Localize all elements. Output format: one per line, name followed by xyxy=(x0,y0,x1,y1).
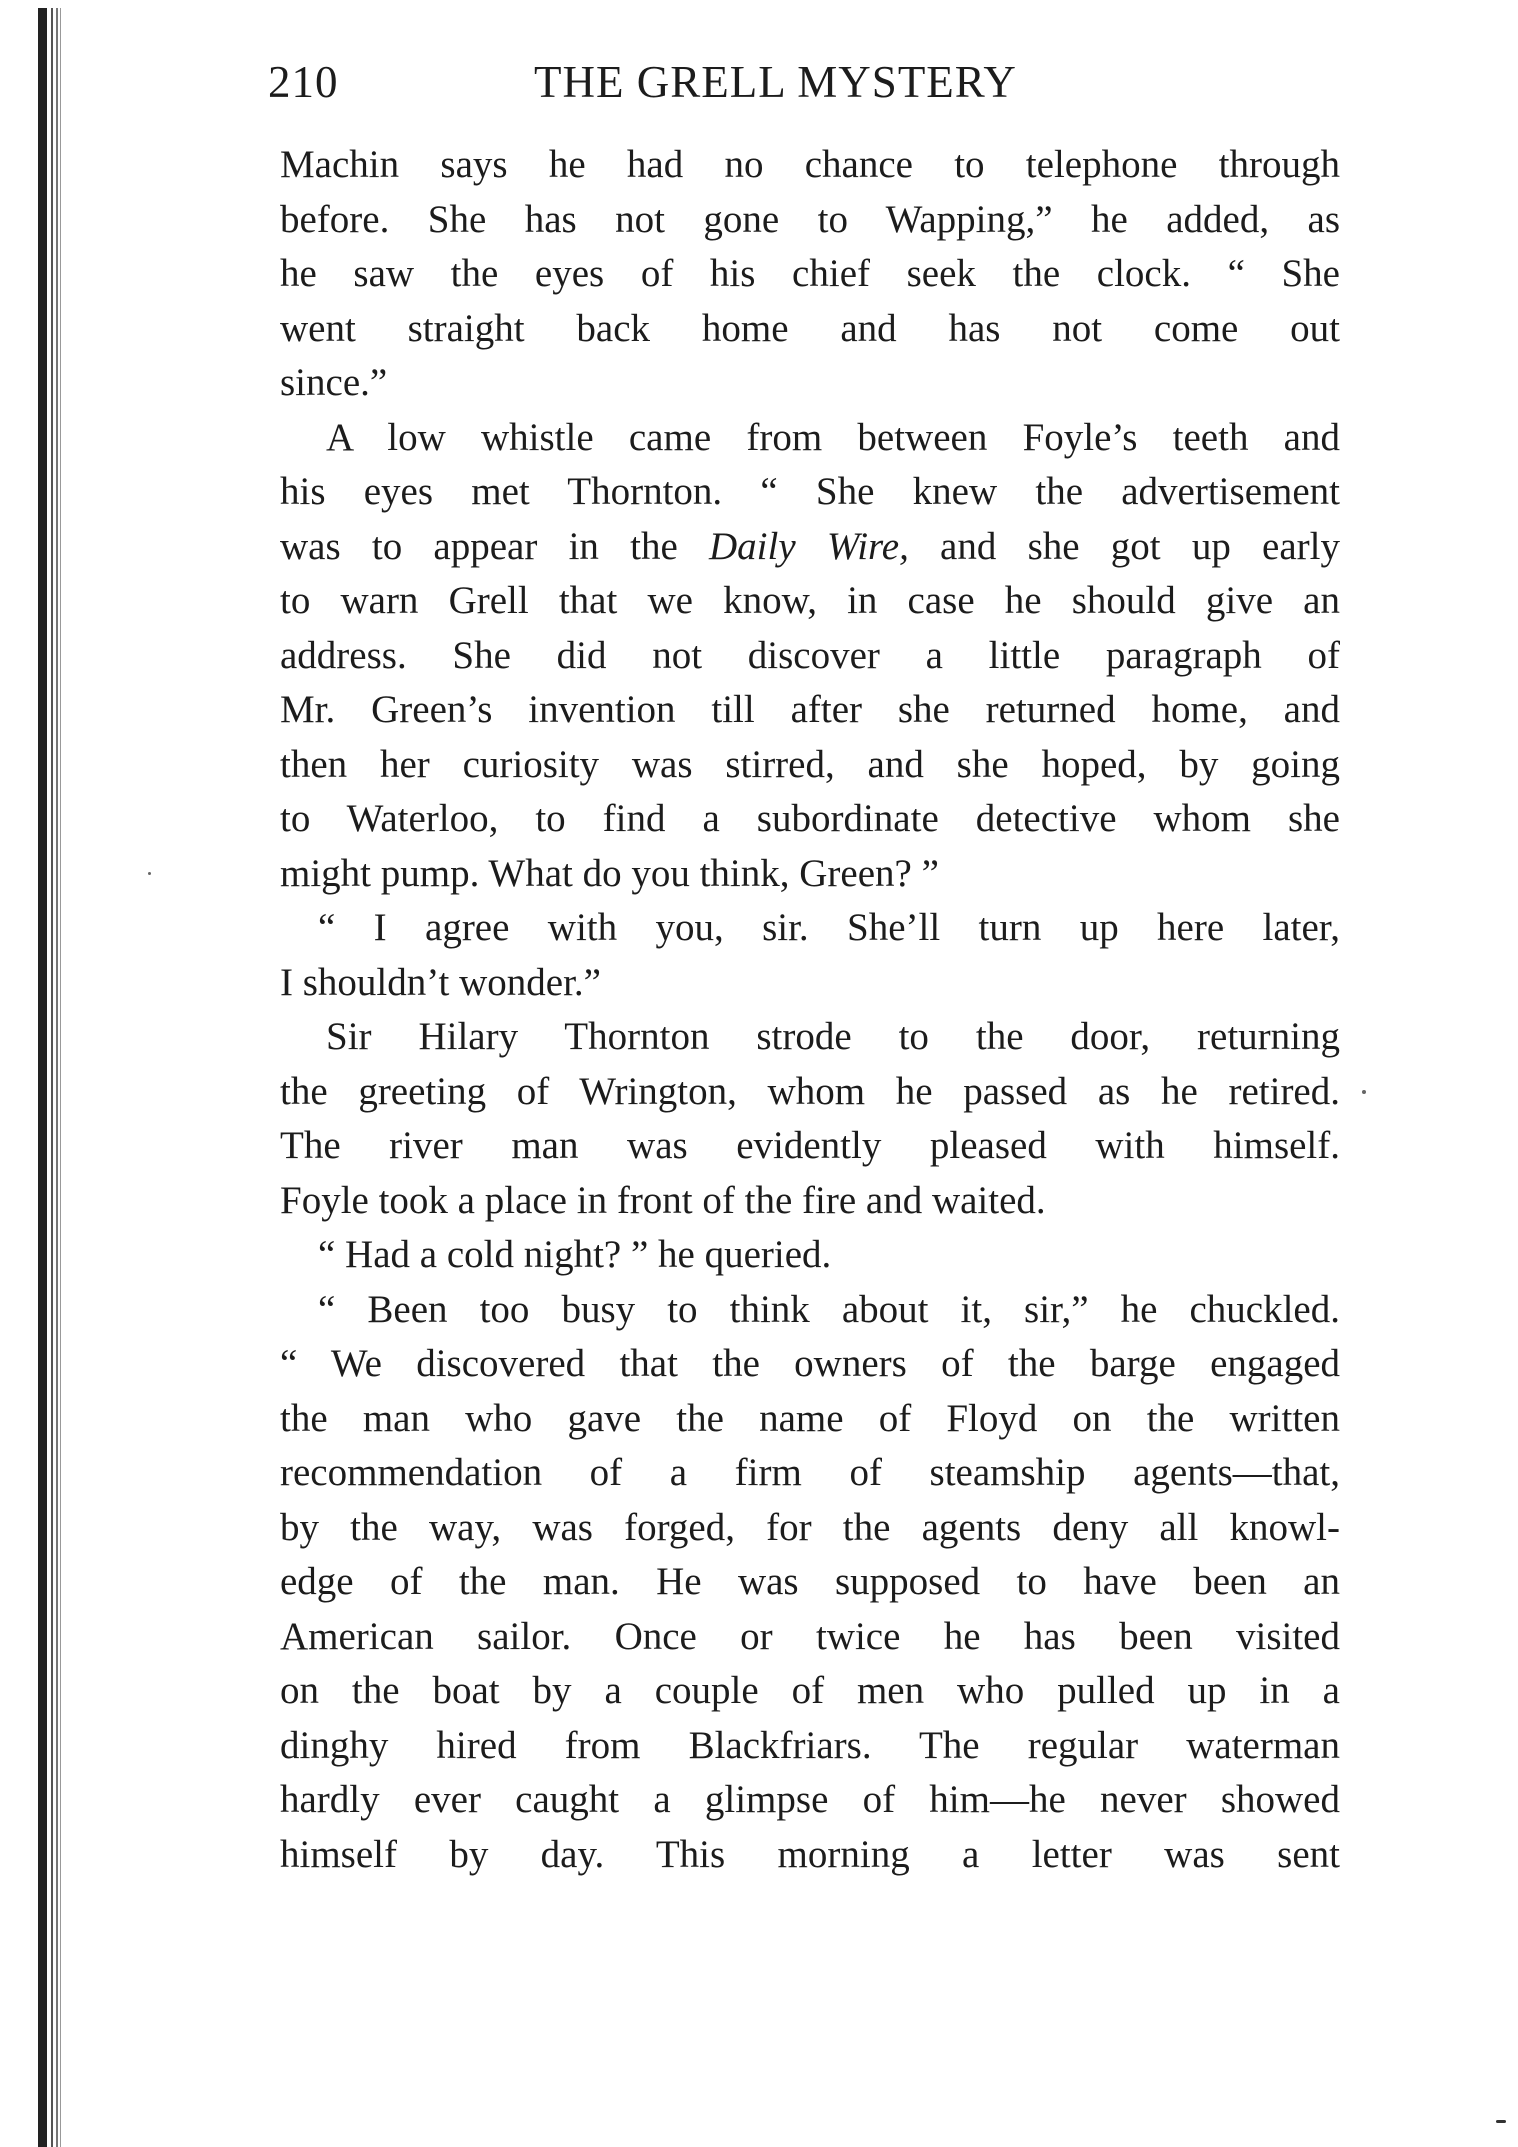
text-line: “ I agree with you, sir. She’ll turn up here later, xyxy=(318,906,1340,949)
text-line: his eyes met Thornton. “ She knew the advertisement xyxy=(280,470,1340,513)
text-line: Mr. Green’s invention till after she returned home, and xyxy=(280,688,1340,731)
text-line: since.” xyxy=(280,361,388,404)
text-line: Sir Hilary Thornton strode to the door, returning xyxy=(326,1015,1340,1058)
body-text xyxy=(280,138,1340,1882)
page-number: 210 xyxy=(268,57,339,107)
text-line: I shouldn’t wonder.” xyxy=(280,960,601,1004)
text-line: edge of the man. He was supposed to have been an xyxy=(280,1560,1340,1603)
stray-mark xyxy=(148,872,151,875)
stray-mark xyxy=(1496,2120,1506,2123)
text-line: before. She has not gone to Wapping,” he added, as xyxy=(280,197,1340,241)
text-line: himself by day. This morning a letter was sent xyxy=(280,1832,1340,1876)
text-line: A low whistle came from between Foyle’s teeth and xyxy=(326,415,1340,459)
running-title: THE GRELL MYSTERY xyxy=(534,57,1017,107)
text-line: was to appear in the Daily Wire, and she got up early xyxy=(280,524,1340,568)
text-line: by the way, was forged, for the agents deny all knowl- xyxy=(280,1505,1340,1549)
text-line: went straight back home and has not come out xyxy=(280,306,1340,350)
text-line: “ We discovered that the owners of the barge engaged xyxy=(280,1342,1340,1385)
text-line: then her curiosity was stirred, and she hoped, by going xyxy=(280,742,1340,786)
binding-edge xyxy=(38,8,62,2147)
text-line: The river man was evidently pleased with himself. xyxy=(280,1124,1340,1167)
text-line: dinghy hired from Blackfriars. The regular waterman xyxy=(280,1723,1340,1767)
text-line: he saw the eyes of his chief seek the clock. “ She xyxy=(280,252,1340,295)
page-header xyxy=(268,56,1340,126)
text-line: might pump. What do you think, Green? ” xyxy=(280,851,939,895)
text-line: hardly ever caught a glimpse of him—he never showed xyxy=(280,1778,1340,1821)
text-line: “ Had a cold night? ” he queried. xyxy=(318,1233,832,1276)
text-line: American sailor. Once or twice he has been visited xyxy=(280,1614,1340,1658)
text-line: Foyle took a place in front of the fire and waited. xyxy=(280,1178,1046,1222)
text-line: “ Been too busy to think about it, sir,” he chuckled. xyxy=(318,1287,1340,1331)
text-line: on the boat by a couple of men who pulled up in a xyxy=(280,1669,1340,1712)
text-line: to Waterloo, to find a subordinate detective whom she xyxy=(280,797,1340,840)
text-line: to warn Grell that we know, in case he should give an xyxy=(280,579,1340,622)
stray-mark xyxy=(1362,1090,1366,1094)
text-line: Machin says he had no chance to telephone through xyxy=(280,143,1340,186)
text-line: recommendation of a firm of steamship agents—that, xyxy=(280,1451,1340,1494)
text-line: address. She did not discover a little paragraph of xyxy=(280,633,1340,677)
text-line: the greeting of Wrington, whom he passed as he retired. xyxy=(280,1069,1340,1113)
text-line: the man who gave the name of Floyd on the written xyxy=(280,1396,1340,1440)
